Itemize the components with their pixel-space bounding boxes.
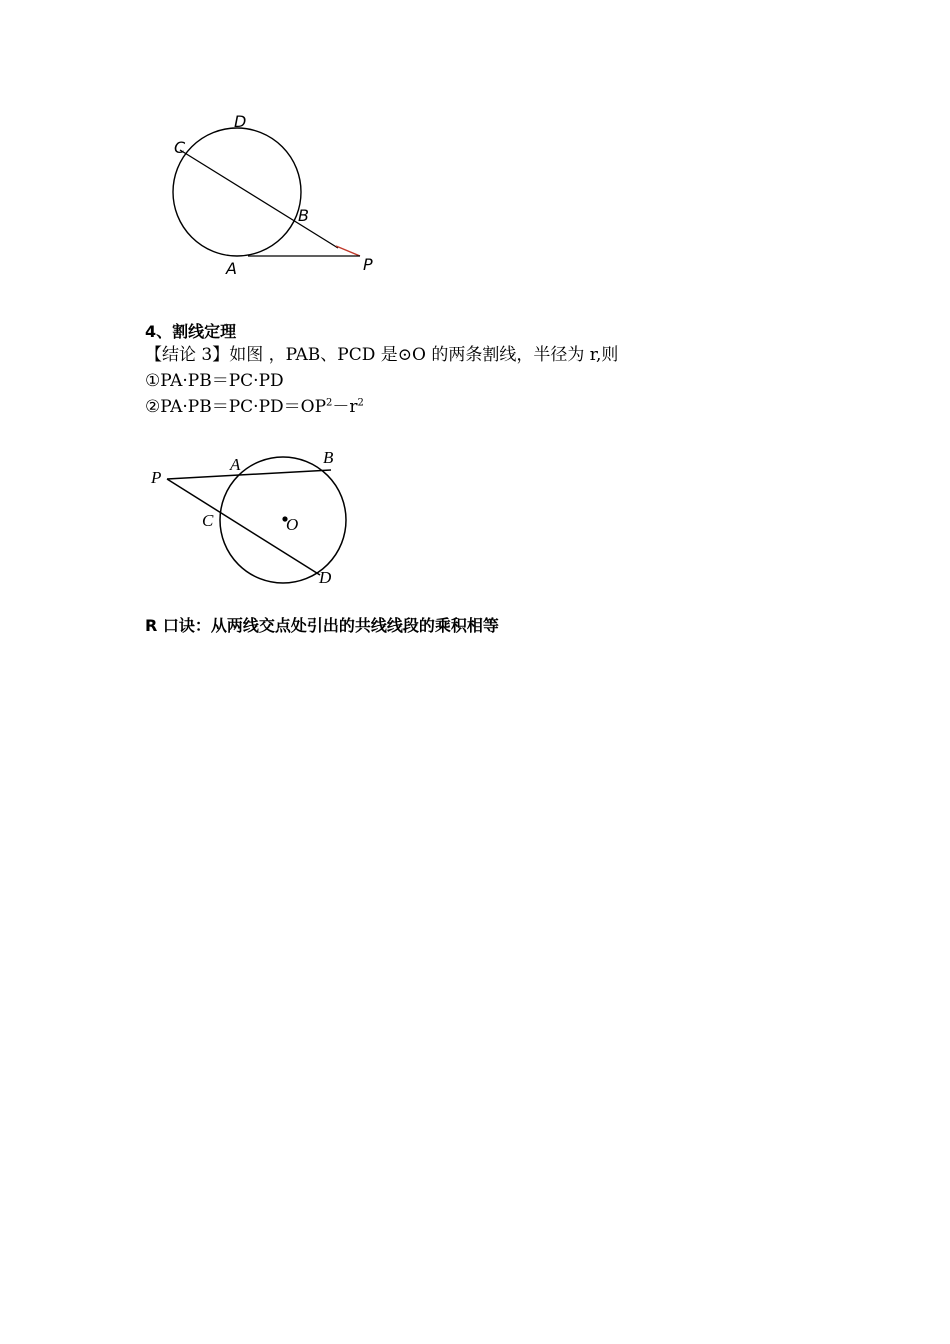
label-o: O: [286, 515, 299, 534]
conclusion-text: 【结论 3】如图 ，PAB、PCD 是⊙O 的两条割线，半径为 r,则: [145, 345, 619, 365]
label-a: A: [230, 455, 241, 474]
formula-2: [145, 396, 364, 418]
formula-2-exponent-1: 2: [326, 397, 333, 409]
tangent-secant-figure: [160, 108, 390, 283]
label-p: P: [363, 255, 373, 274]
section-heading: 4、割线定理: [145, 322, 237, 341]
label-b: B: [323, 448, 334, 467]
secant-theorem-figure: [140, 448, 360, 593]
secant-line-cp: [180, 150, 338, 248]
figure-1-circle: [173, 128, 301, 256]
label-d: D: [234, 112, 247, 131]
label-c: C: [174, 138, 186, 157]
secant-line-pab: [167, 470, 331, 479]
label-d: D: [319, 568, 332, 587]
mnemonic-text: R 口诀：从两线交点处引出的共线线段的乘积相等: [145, 616, 499, 635]
formula-2-main: ②PA·PB＝PC·PD＝OP: [145, 397, 327, 417]
label-a: A: [226, 259, 237, 278]
formula-2-exponent-2: 2: [357, 397, 364, 409]
formula-1: ①PA·PB＝PC·PD: [145, 371, 284, 391]
label-c: C: [202, 511, 214, 530]
secant-segment-red: [336, 246, 360, 256]
formula-2-mid: －r: [332, 397, 358, 417]
label-b: B: [298, 206, 309, 225]
label-p: P: [151, 468, 162, 487]
